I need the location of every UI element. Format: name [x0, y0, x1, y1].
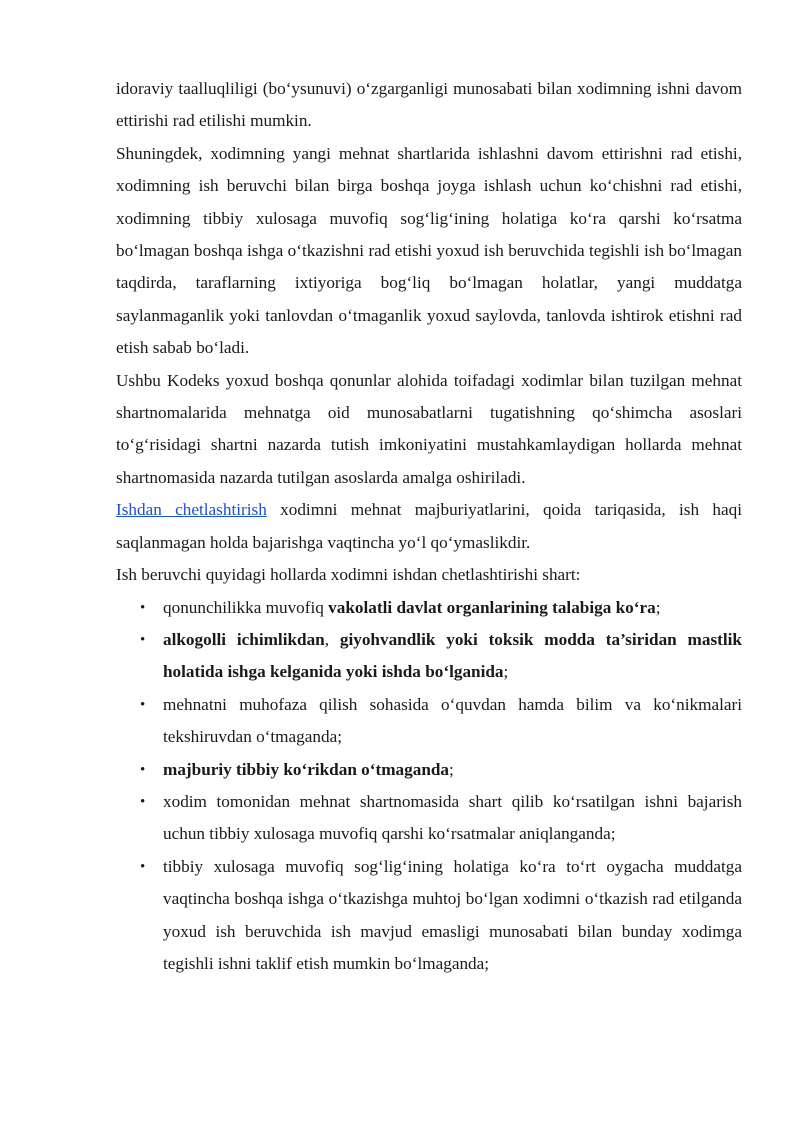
list-item-bold-text: vakolatli davlat organlarining talabiga ko‘ra — [328, 597, 656, 617]
bullet-icon: • — [140, 793, 146, 810]
document-body — [116, 73, 742, 980]
list-item — [116, 592, 742, 624]
bullet-icon: • — [140, 761, 146, 778]
list-item — [116, 624, 742, 689]
list-item-text: ; — [503, 662, 509, 682]
list-item-bold-text: alkogolli ichimlikdan — [163, 629, 325, 649]
list-item-text: qonunchilikka muvofiq — [163, 597, 329, 617]
bullet-icon: • — [140, 696, 146, 713]
list-item — [116, 754, 742, 786]
list-item-text: mehnatni muhofaza qilish sohasida o‘quvdan hamda bilim va ko‘nikmalari tekshiruvdan o‘tmaganda; — [163, 694, 742, 747]
paragraph-continuation: idoraviy taalluqliligi (bo‘ysunuvi) o‘zgarganligi munosabati bilan xodimning ishni davom ettirishi rad etilishi mumkin. — [116, 79, 742, 131]
paragraph-refusal-grounds: Shuningdek, xodimning yangi mehnat shartlarida ishlashni davom ettirishni rad etishi, xodimning ish beruvchi bilan birga boshqa joyga ishlash uchun ko‘chishni rad etishi, xodimning tibbiy xulosaga muvofiq sog‘lig‘ining holatiga ko‘ra qarshi ko‘rsatma bo‘lmagan boshqa ishga o‘tkazishni rad etishi yoxud ish beruvchida tegishli ish bo‘lmagan taqdirda, taraflarning ixtiyoriga bog‘liq bo‘lmagan holatlar, yangi muddatga saylanmaganlik yoki tanlovdan o‘tmaganlik yoxud saylovda, tanlovda ishtirok etishni rad etish sabab bo‘ladi. — [116, 143, 742, 358]
list-item-text: ; — [655, 597, 661, 617]
bullet-icon: • — [140, 631, 146, 648]
paragraph-suspension-intro: Ish beruvchi quyidagi hollarda xodimni ishdan chetlashtirishi shart: — [116, 565, 581, 585]
list-item-text: ; — [449, 759, 454, 779]
paragraph-suspension-definition — [116, 494, 742, 559]
suspension-definition-text: xodimni mehnat majburiyatlarini, qoida tariqasida, ish haqi saqlanmagan holda bajarishga vaqtincha yo‘l qo‘ymaslikdir. — [116, 500, 743, 552]
list-item — [116, 689, 742, 754]
list-item-text: xodim tomonidan mehnat shartnomasida shart qilib ko‘rsatilgan ishni bajarish uchun tibbiy xulosaga muvofiq qarshi ko‘rsatmalar aniqlanganda; — [163, 791, 742, 844]
list-item — [116, 786, 742, 851]
list-item — [116, 851, 742, 981]
list-item-text: tibbiy xulosaga muvofiq sog‘lig‘ining holatiga ko‘ra to‘rt oygacha muddatga vaqtincha boshqa ishga o‘tkazishga muhtoj bo‘lgan xodimni o‘tkazish rad etilganda yoxud ish beruvchida ish mavjud emasligi munosabati bilan bunday xodimga tegishli ishni taklif etish mumkin bo‘lmaganda; — [163, 856, 742, 973]
paragraph-additional-grounds: Ushbu Kodeks yoxud boshqa qonunlar alohida toifadagi xodimlar bilan tuzilgan mehnat shartnomalarida mehnatga oid munosabatlarni tugatishning qo‘shimcha asoslari to‘g‘risidagi shartni nazarda tutish imkoniyatini mustahkamlaydigan hollarda mehnat shartnomasida nazarda tutilgan asoslarda amalga oshiriladi. — [116, 370, 742, 487]
list-item-bold-text: giyohvandlik yoki toksik modda ta’siridan mastlik holatida ishga kelganida yoki ishda bo‘lganida — [163, 629, 742, 682]
suspension-link[interactable]: Ishdan chetlashtirish — [116, 500, 267, 520]
bullet-icon: • — [140, 599, 146, 616]
bullet-icon: • — [140, 858, 146, 875]
list-item-bold-text: majburiy tibbiy ko‘rikdan o‘tmaganda — [163, 759, 450, 779]
suspension-cases-list — [116, 592, 742, 981]
list-item-text: , — [324, 629, 340, 649]
